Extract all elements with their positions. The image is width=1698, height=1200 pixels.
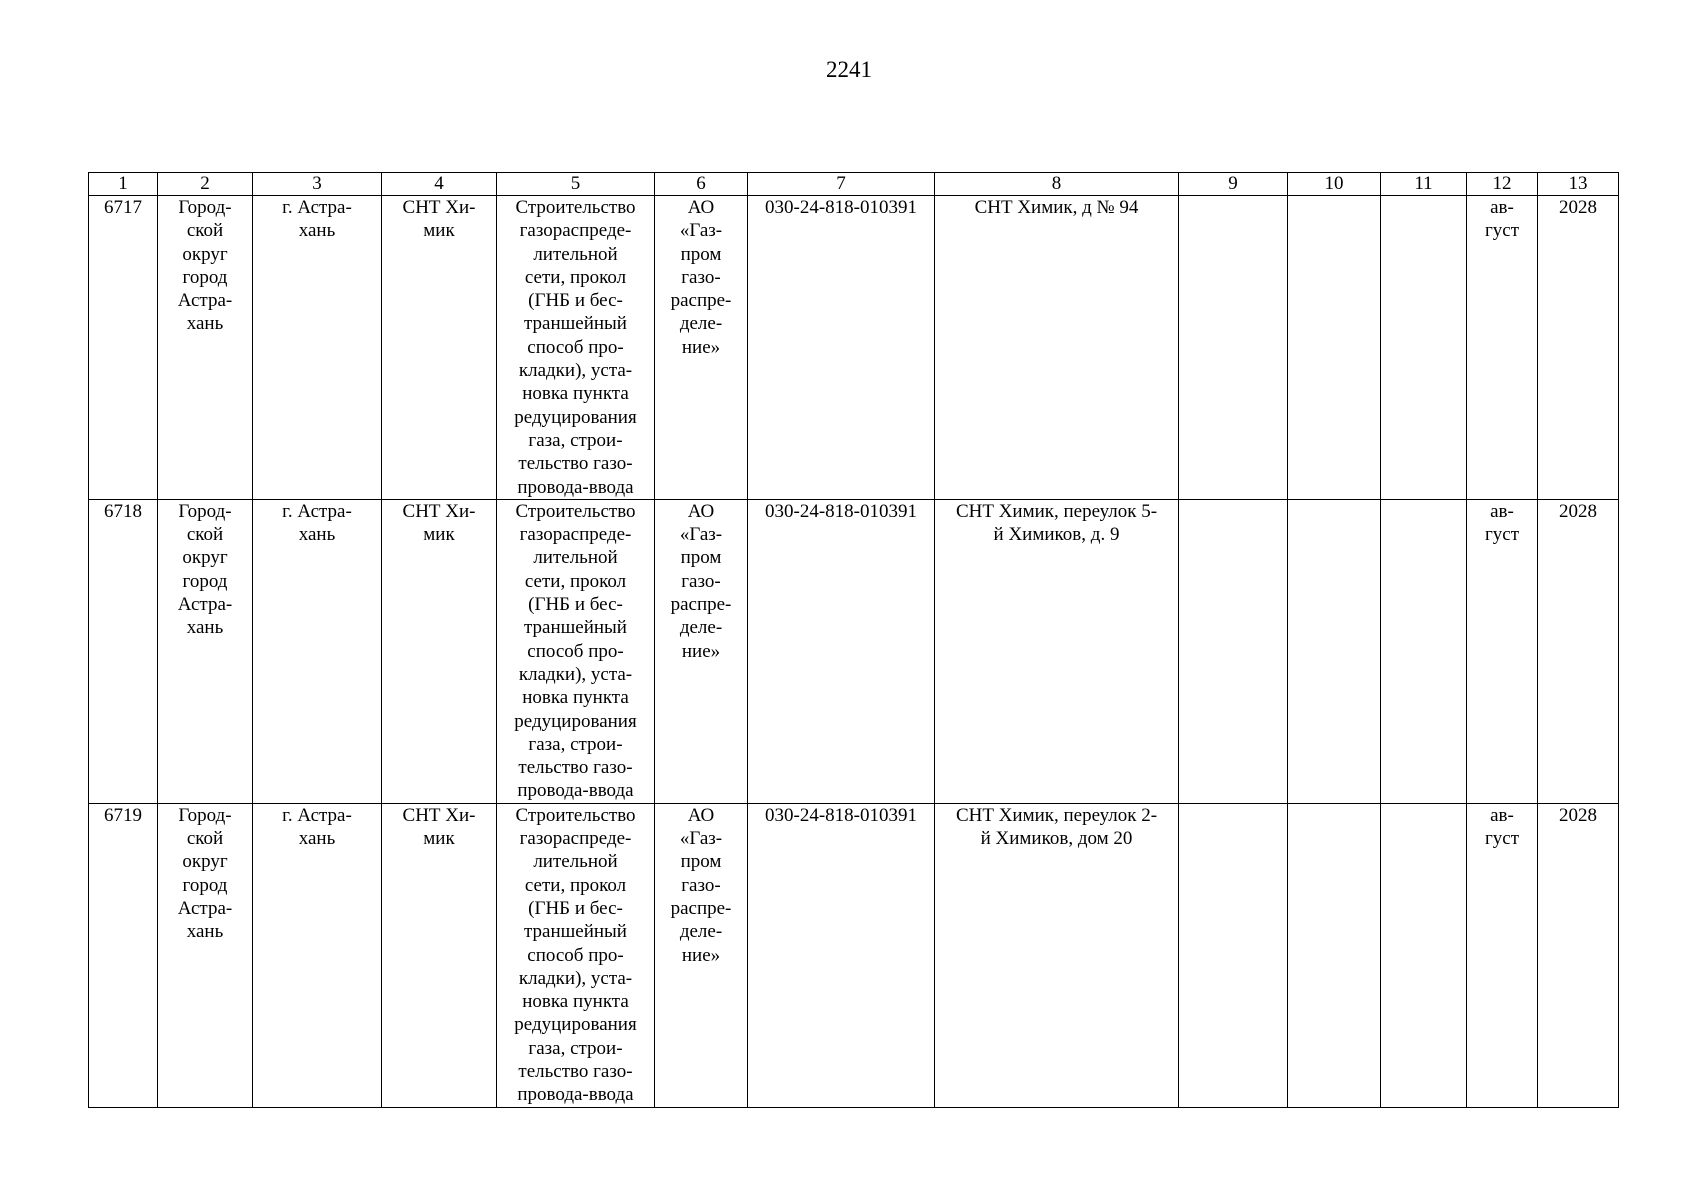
locality-cell-text: СНТ Хи- мик: [402, 804, 476, 850]
month-cell: [1467, 803, 1538, 1107]
settlement-cell-text: г. Астра- хань: [282, 804, 352, 850]
district-cell: [158, 803, 253, 1107]
year-cell: [1538, 499, 1619, 803]
work-description-cell: [497, 499, 655, 803]
district-cell-text: Город- ской округ город Астра- хань: [177, 804, 233, 943]
column-header-5: 5: [497, 173, 655, 196]
program-code-cell-text: 030-24-818-010391: [765, 804, 917, 826]
operator-cell: [655, 196, 748, 500]
work-description-cell-text: Строительство газораспреде- лительной сети, прокол (ГНБ и бес- траншейный способ про- кладки), уста- новка пункта редуцирования газа, строи- тельство газо- провода-ввода: [514, 500, 637, 802]
operator-cell-text: АО «Газ- пром газо- распре- деле- ние»: [670, 804, 732, 966]
column-10-cell: [1288, 196, 1381, 500]
column-header-10: 10: [1288, 173, 1381, 196]
table-body: [89, 196, 1619, 1108]
column-header-1: 1: [89, 173, 158, 196]
year-cell-text: 2028: [1559, 804, 1597, 826]
column-9-cell: [1179, 803, 1288, 1107]
column-11-cell: [1381, 196, 1467, 500]
column-11-cell: [1381, 803, 1467, 1107]
row-number-cell: [89, 803, 158, 1107]
program-code-cell: [748, 196, 935, 500]
month-cell-text: ав- густ: [1484, 804, 1520, 850]
year-cell: [1538, 196, 1619, 500]
address-cell-text: СНТ Химик, переулок 5- й Химиков, д. 9: [955, 500, 1158, 546]
month-cell: [1467, 196, 1538, 500]
locality-cell-text: СНТ Хи- мик: [402, 197, 476, 242]
column-header-13: 13: [1538, 173, 1619, 196]
operator-cell: [655, 499, 748, 803]
column-header-9: 9: [1179, 173, 1288, 196]
district-cell: [158, 499, 253, 803]
locality-cell: [382, 499, 497, 803]
row-number-cell-text: 6717: [104, 197, 142, 218]
address-cell: [935, 499, 1179, 803]
program-code-cell: [748, 803, 935, 1107]
column-header-3: 3: [253, 173, 382, 196]
table-header-row: [89, 173, 1619, 196]
column-9-cell: [1179, 196, 1288, 500]
district-cell-text: Город- ской округ город Астра- хань: [177, 500, 233, 639]
column-header-11: 11: [1381, 173, 1467, 196]
operator-cell-text: АО «Газ- пром газо- распре- деле- ние»: [670, 197, 732, 358]
month-cell-text: ав- густ: [1484, 500, 1520, 546]
column-11-cell: [1381, 499, 1467, 803]
column-header-2: 2: [158, 173, 253, 196]
district-cell-text: Город- ской округ город Астра- хань: [177, 197, 233, 335]
settlement-cell: [253, 499, 382, 803]
year-cell-text: 2028: [1559, 500, 1597, 522]
column-header-12: 12: [1467, 173, 1538, 196]
operator-cell-text: АО «Газ- пром газо- распре- деле- ние»: [670, 500, 732, 662]
month-cell: [1467, 499, 1538, 803]
year-cell: [1538, 803, 1619, 1107]
column-10-cell: [1288, 499, 1381, 803]
work-description-cell: [497, 196, 655, 500]
address-cell: [935, 196, 1179, 500]
district-cell: [158, 196, 253, 500]
column-header-8: 8: [935, 173, 1179, 196]
work-description-cell-text: Строительство газораспреде- лительной сети, прокол (ГНБ и бес- траншейный способ про- кладки), уста- новка пункта редуцирования газа, строи- тельство газо- провода-ввода: [514, 804, 637, 1106]
column-9-cell: [1179, 499, 1288, 803]
table-row: [89, 803, 1619, 1107]
program-code-cell: [748, 499, 935, 803]
address-cell: [935, 803, 1179, 1107]
column-10-cell: [1288, 803, 1381, 1107]
settlement-cell-text: г. Астра- хань: [282, 197, 352, 242]
row-number-cell-text: 6718: [104, 500, 142, 522]
settlement-cell-text: г. Астра- хань: [282, 500, 352, 546]
column-header-6: 6: [655, 173, 748, 196]
month-cell-text: ав- густ: [1484, 197, 1520, 242]
row-number-cell: [89, 499, 158, 803]
register-table: [88, 172, 1619, 1108]
settlement-cell: [253, 196, 382, 500]
program-code-cell-text: 030-24-818-010391: [765, 500, 917, 522]
page-number: 2241: [826, 57, 872, 82]
address-cell-text: СНТ Химик, переулок 2- й Химиков, дом 20: [955, 804, 1158, 850]
row-number-cell: [89, 196, 158, 500]
table-row: [89, 196, 1619, 500]
address-cell-text: СНТ Химик, д № 94: [974, 197, 1139, 218]
work-description-cell-text: Строительство газораспреде- лительной сети, прокол (ГНБ и бес- траншейный способ про- кладки), уста- новка пункта редуцирования газа, строи- тельство газо- провода-ввода: [514, 197, 637, 498]
locality-cell: [382, 803, 497, 1107]
locality-cell: [382, 196, 497, 500]
settlement-cell: [253, 803, 382, 1107]
operator-cell: [655, 803, 748, 1107]
year-cell-text: 2028: [1559, 197, 1597, 218]
program-code-cell-text: 030-24-818-010391: [765, 197, 917, 218]
row-number-cell-text: 6719: [104, 804, 142, 826]
work-description-cell: [497, 803, 655, 1107]
column-header-4: 4: [382, 173, 497, 196]
locality-cell-text: СНТ Хи- мик: [402, 500, 476, 546]
table-row: [89, 499, 1619, 803]
column-header-7: 7: [748, 173, 935, 196]
